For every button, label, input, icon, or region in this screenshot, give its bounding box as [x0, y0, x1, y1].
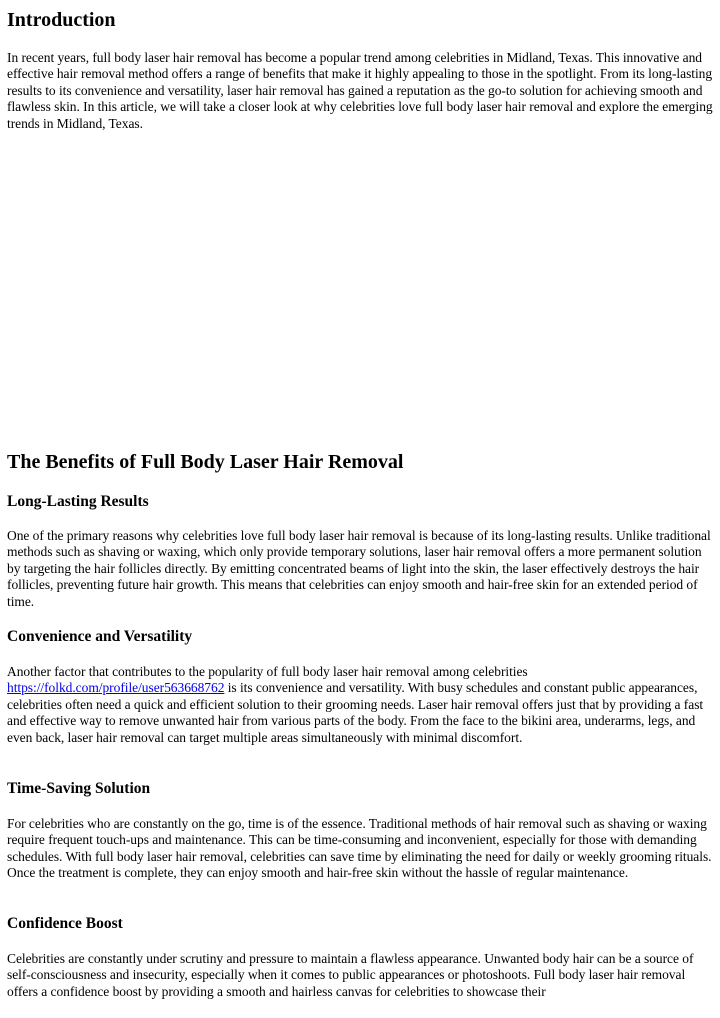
time-saving-heading: Time-Saving Solution: [7, 780, 151, 797]
long-lasting-heading: Long-Lasting Results: [7, 493, 149, 510]
convenience-paragraph: [7, 664, 713, 746]
time-saving-paragraph: For celebrities who are constantly on the go, time is of the essence. Traditional methods of hair removal such as shaving or waxing require frequent touch-ups and maintenance. This can be time-consuming and inconvenient, especially for those with demanding schedules. With full body laser hair removal, celebrities can save time by eliminating the need for daily or weekly grooming rituals. Once the treatment is complete, they can enjoy smooth and hair-free skin without the hassle of regular maintenance.: [7, 816, 712, 881]
profile-link[interactable]: https://folkd.com/profile/user563668762: [7, 680, 225, 696]
long-lasting-paragraph: One of the primary reasons why celebrities love full body laser hair removal is because of its long-lasting results. Unlike traditional methods such as shaving or waxing, which only provide temporary solutions, laser hair removal offers a more permanent solution by targeting the hair follicles directly. By emitting concentrated beams of light into the skin, the laser effectively destroys the hair follicles, preventing future hair growth. This means that celebrities can enjoy smooth and hair-free skin for an extended period of time.: [7, 528, 711, 609]
confidence-paragraph: Celebrities are constantly under scrutiny and pressure to maintain a flawless appearance. Unwanted body hair can be a source of self-consciousness and insecurity, especially when it comes to public appearances or photoshoots. Full body laser hair removal offers a confidence boost by providing a smooth and hairless canvas for celebrities to showcase their: [7, 951, 694, 999]
confidence-heading: Confidence Boost: [7, 915, 123, 932]
intro-heading: Introduction: [7, 9, 116, 31]
intro-paragraph: In recent years, full body laser hair removal has become a popular trend among celebrities in Midland, Texas. This innovative and effective hair removal method offers a range of benefits that make it highly appealing to those in the spotlight. From its long-lasting results to its convenience and versatility, laser hair removal has gained a reputation as the go-to solution for achieving smooth and flawless skin. In this article, we will take a closer look at why celebrities love full body laser hair removal and explore the emerging trends in Midland, Texas.: [7, 50, 713, 131]
blank-image-area: [7, 142, 713, 442]
convenience-text-before-link: Another factor that contributes to the popularity of full body laser hair removal among celebrities: [7, 664, 528, 679]
benefits-heading: The Benefits of Full Body Laser Hair Removal: [7, 451, 404, 473]
convenience-text-after-link: is its convenience and versatility. With busy schedules and constant public appearances, celebrities often need a quick and efficient solution to their grooming needs. Laser hair removal offers just that by providing a fast and effective way to remove unwanted hair from various parts of the body. From the face to the bikini area, underarms, legs, and even back, laser hair removal can target multiple areas simultaneously with minimal discomfort.: [7, 680, 704, 745]
convenience-heading: Convenience and Versatility: [7, 628, 193, 645]
